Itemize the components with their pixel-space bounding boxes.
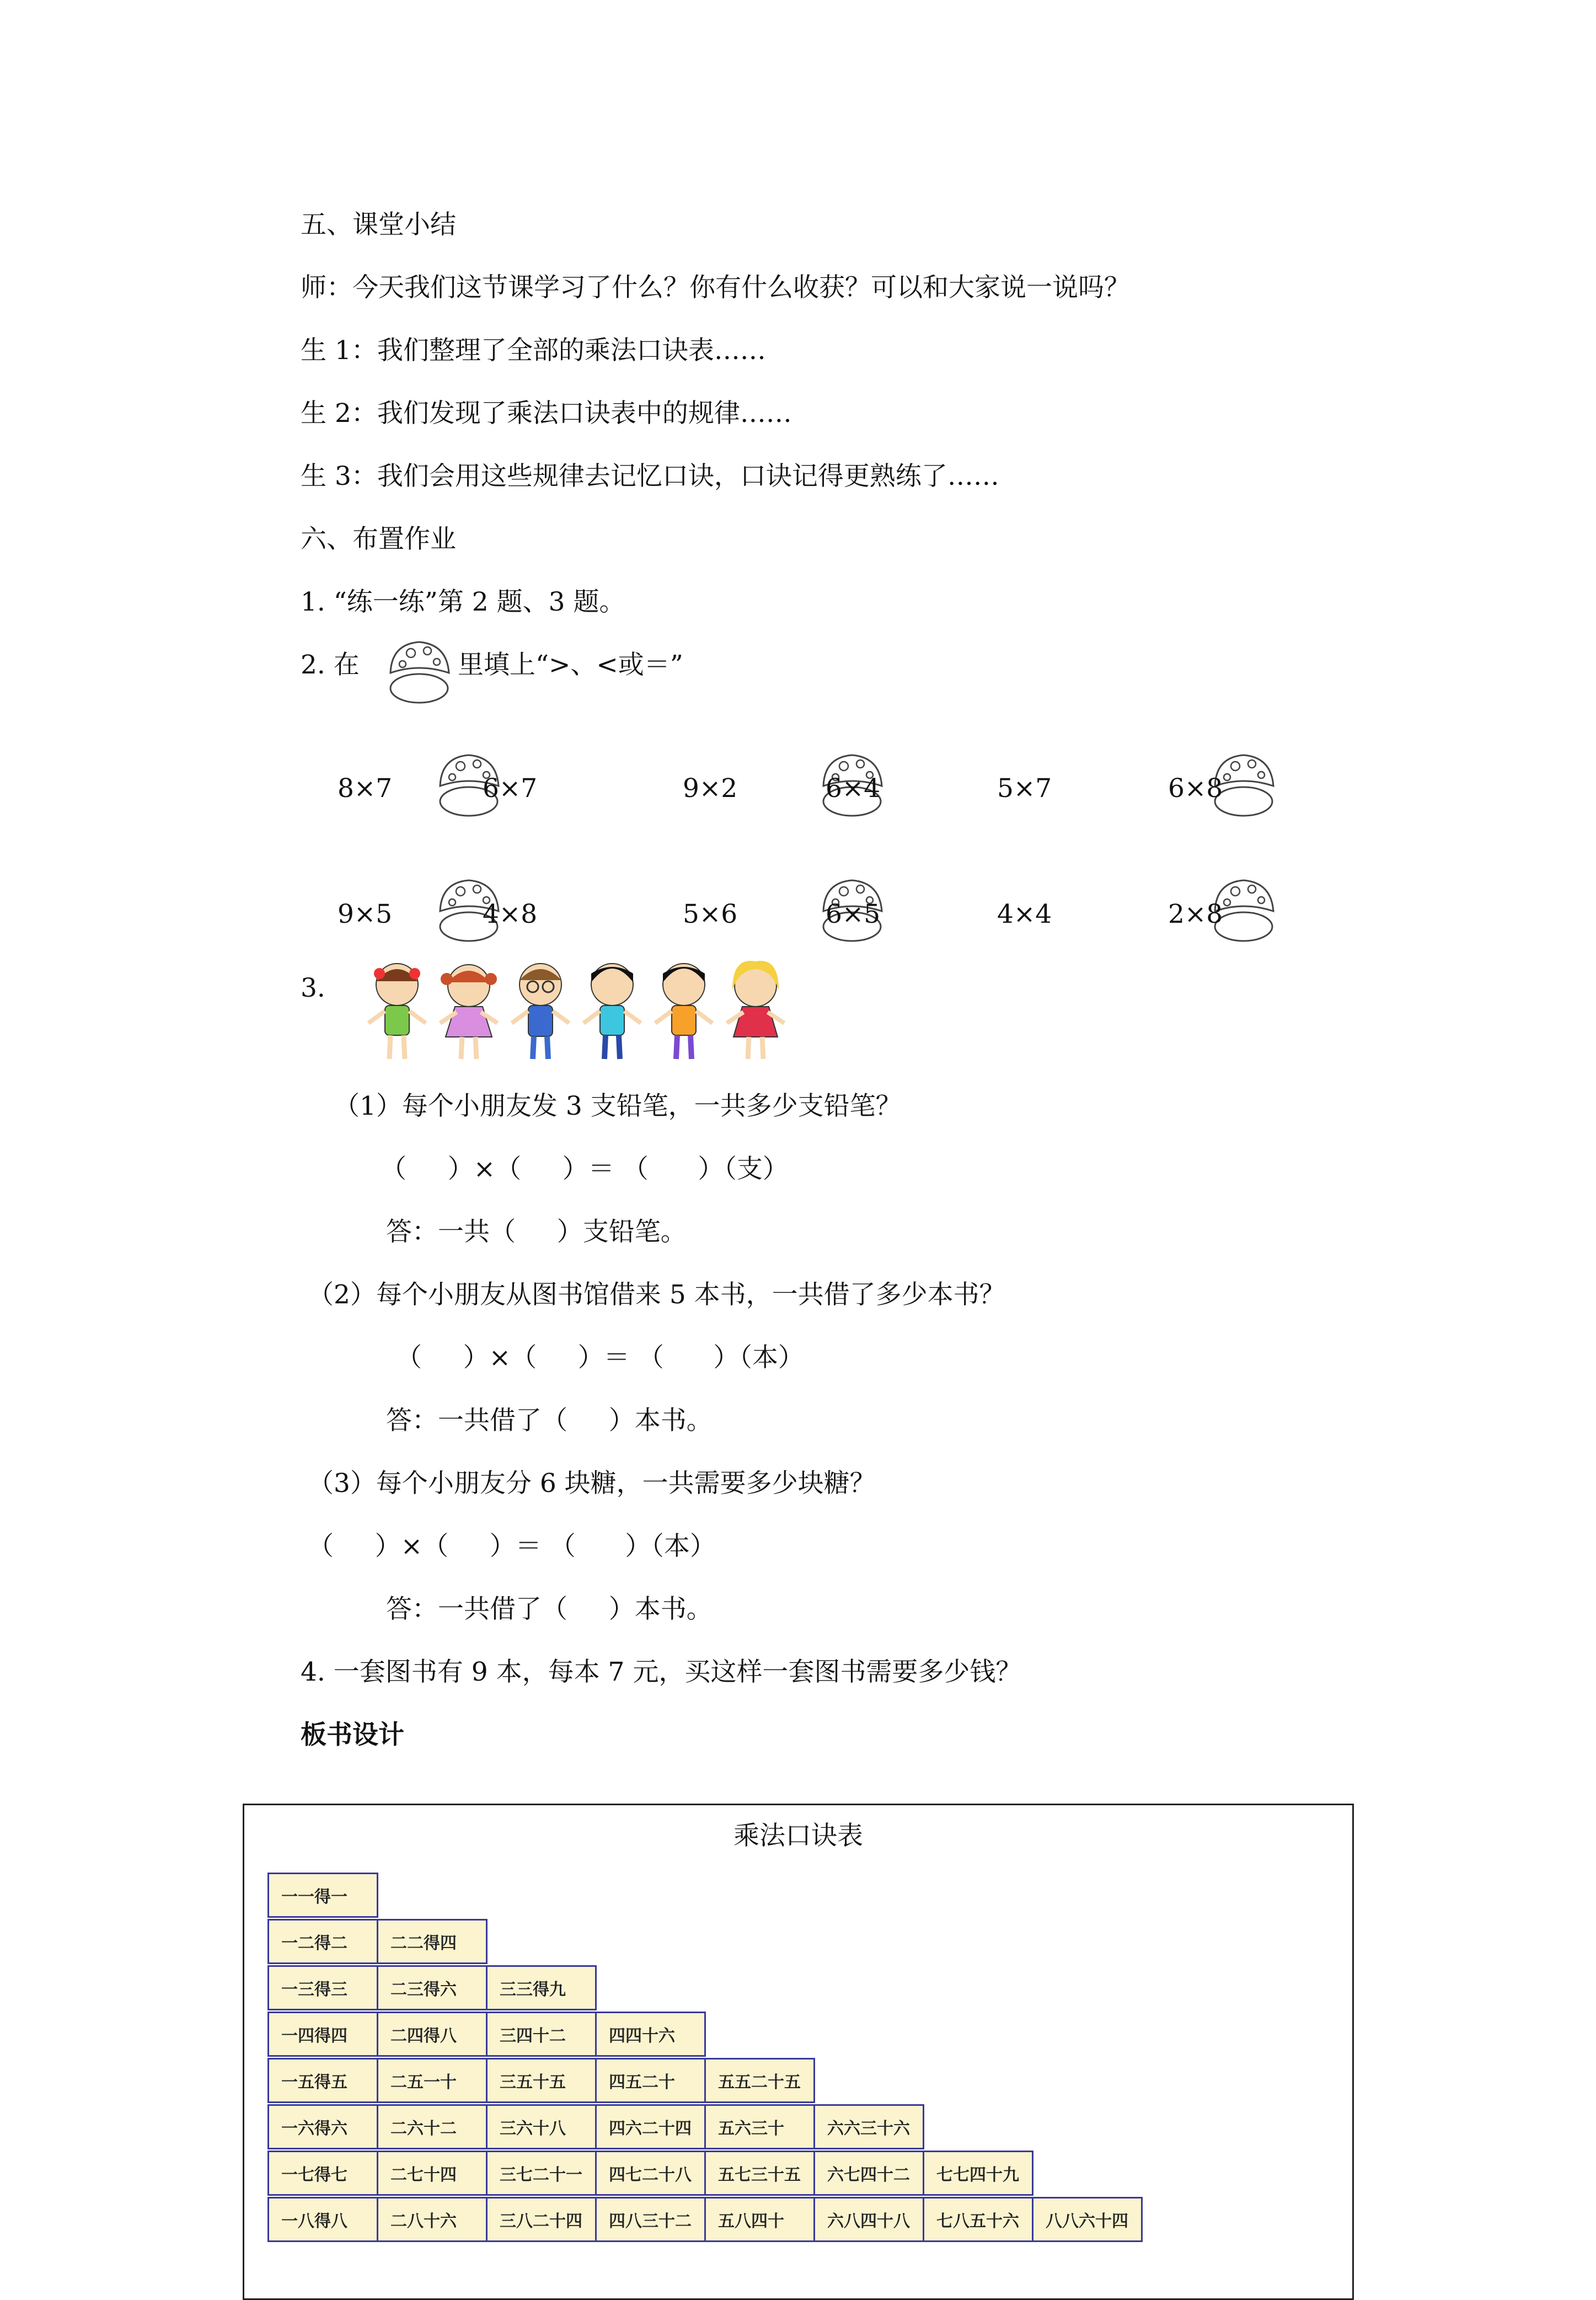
- child-figure: [368, 964, 426, 1059]
- compare-expr: 6×8: [1168, 773, 1223, 804]
- table-cell: 一八得八: [267, 2197, 378, 2242]
- table-cell: 四四十六: [595, 2012, 706, 2057]
- compare-expr: 4×8: [483, 899, 538, 929]
- table-cell: 三四十二: [486, 2012, 597, 2057]
- table-cell: 二三得六: [377, 1965, 488, 2010]
- multiplication-table-title: 乘法口诀表: [733, 1821, 863, 1851]
- table-cell: 一七得七: [267, 2151, 378, 2196]
- section5-heading: 五、课堂小结: [301, 210, 456, 240]
- multiplication-table-frame: [243, 1804, 1354, 2300]
- table-cell: 一六得六: [267, 2104, 378, 2149]
- compare-expr: 6×4: [826, 773, 881, 804]
- question-3-answer: 答：一共借了（ ）本书。: [386, 1594, 713, 1624]
- table-cell: 八八六十四: [1032, 2197, 1143, 2242]
- table-cell: 一三得三: [267, 1965, 378, 2010]
- question-1-equation: （ ）×（ ）＝ （ ）（支）: [381, 1154, 789, 1184]
- table-cell: 五五二十五: [704, 2058, 815, 2103]
- table-cell: 六六三十六: [813, 2104, 924, 2149]
- child-figure: [512, 964, 569, 1059]
- question-2-equation: （ ）×（ ）＝ （ ）（本）: [396, 1342, 804, 1373]
- table-cell: 四五二十: [595, 2058, 706, 2103]
- children-illustration: [364, 957, 794, 1067]
- child-figure: [440, 965, 497, 1059]
- child-figure: [727, 961, 784, 1059]
- mushroom-icon: [381, 634, 458, 706]
- compare-expr: 6×7: [483, 773, 538, 804]
- table-cell: 四八三十二: [595, 2197, 706, 2242]
- teacher-question: 师：今天我们这节课学习了什么？你有什么收获？可以和大家说一说吗？: [301, 272, 1130, 303]
- student3-answer: 生 3：我们会用这些规律去记忆口诀，口诀记得更熟练了……: [301, 461, 999, 491]
- compare-expr: 4×4: [997, 899, 1052, 929]
- table-cell: 三八二十四: [486, 2197, 597, 2242]
- board-design-heading: 板书设计: [301, 1720, 404, 1750]
- question-3-equation: （ ）×（ ）＝ （ ）（本）: [308, 1531, 716, 1561]
- compare-expr: 9×5: [338, 899, 393, 929]
- table-cell: 六七四十二: [813, 2151, 924, 2196]
- compare-expr: 6×5: [826, 899, 881, 929]
- table-cell: 二五一十: [377, 2058, 488, 2103]
- compare-expr: 8×7: [338, 773, 393, 804]
- child-figure: [583, 964, 641, 1059]
- question-3: （3）每个小朋友分 6 块糖，一共需要多少块糖？: [308, 1468, 876, 1499]
- table-cell: 一二得二: [267, 1919, 378, 1964]
- question-1-answer: 答：一共（ ）支铅笔。: [386, 1217, 687, 1247]
- child-figure: [655, 964, 713, 1059]
- question-2-answer: 答：一共借了（ ）本书。: [386, 1405, 713, 1436]
- table-cell: 四七二十八: [595, 2151, 706, 2196]
- homework-item-4: 4. 一套图书有 9 本，每本 7 元，买这样一套图书需要多少钱？: [301, 1657, 1022, 1687]
- question-2: （2）每个小朋友从图书馆借来 5 本书，一共借了多少本书？: [308, 1280, 1005, 1310]
- table-cell: 一四得四: [267, 2012, 378, 2057]
- homework-item-2-prefix: 2. 在: [301, 650, 360, 680]
- table-cell: 一一得一: [267, 1873, 378, 1918]
- table-cell: 三三得九: [486, 1965, 597, 2010]
- table-cell: 七八五十六: [923, 2197, 1033, 2242]
- table-cell: 三五十五: [486, 2058, 597, 2103]
- table-cell: 三七二十一: [486, 2151, 597, 2196]
- table-cell: 二六十二: [377, 2104, 488, 2149]
- table-cell: 五六三十: [704, 2104, 815, 2149]
- compare-expr: 5×7: [997, 773, 1052, 804]
- table-cell: 七七四十九: [923, 2151, 1033, 2196]
- table-cell: 五七三十五: [704, 2151, 815, 2196]
- student2-answer: 生 2：我们发现了乘法口诀表中的规律……: [301, 398, 792, 429]
- table-cell: 一五得五: [267, 2058, 378, 2103]
- table-cell: 四六二十四: [595, 2104, 706, 2149]
- table-cell: 二七十四: [377, 2151, 488, 2196]
- homework-item-2-suffix: 里填上“>、<或＝”: [458, 650, 683, 680]
- compare-expr: 2×8: [1168, 899, 1223, 929]
- table-cell: 二八十六: [377, 2197, 488, 2242]
- student1-answer: 生 1：我们整理了全部的乘法口诀表……: [301, 335, 766, 366]
- compare-expr: 9×2: [683, 773, 738, 804]
- question-1: （1）每个小朋友发 3 支铅笔，一共多少支铅笔？: [334, 1091, 902, 1121]
- homework-item-1: 1. “练一练”第 2 题、3 题。: [301, 587, 625, 617]
- section6-heading: 六、布置作业: [301, 524, 456, 554]
- compare-expr: 5×6: [683, 899, 738, 929]
- homework-item-3-label: 3.: [301, 973, 325, 1003]
- table-cell: 五八四十: [704, 2197, 815, 2242]
- table-cell: 二四得八: [377, 2012, 488, 2057]
- table-cell: 二二得四: [377, 1919, 488, 1964]
- table-cell: 六八四十八: [813, 2197, 924, 2242]
- table-cell: 三六十八: [486, 2104, 597, 2149]
